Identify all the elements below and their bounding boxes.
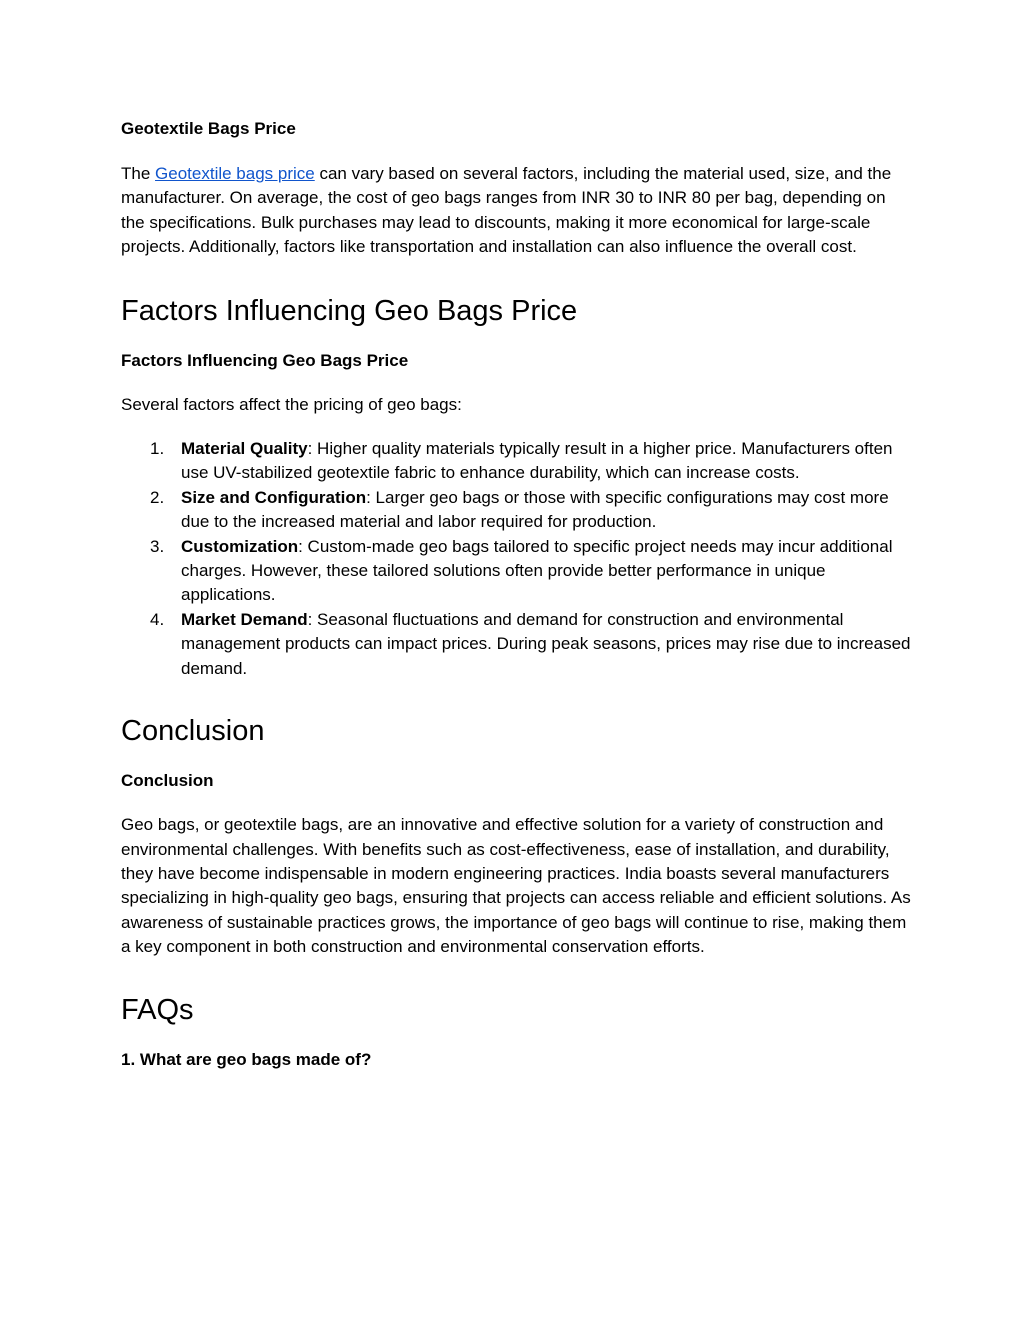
list-item (121, 608, 911, 681)
factors-title: Factors Influencing Geo Bags Price (121, 294, 578, 327)
faq-question-1: 1. What are geo bags made of? (121, 1049, 372, 1069)
document-body (121, 117, 911, 1072)
factor-text: : Seasonal fluctuations and demand for construction and environmental management products can impact prices. During peak seasons, prices may rise due to increased demand. (181, 609, 911, 678)
conclusion-paragraph: Geo bags, or geotextile bags, are an innovative and effective solution for a variety of construction and environmental challenges. With benefits such as cost-effectiveness, ease of installation, and durability, they have become indispensable in modern engineering practices. India boasts several manufacturers specializing in high-quality geo bags, ensuring that projects can access reliable and efficient solutions. As awareness of sustainable practices grows, the importance of geo bags will continue to rise, making them a key component in both construction and environmental conservation efforts. (121, 815, 911, 957)
price-para-prefix: The (121, 164, 156, 183)
conclusion-title: Conclusion (121, 715, 265, 748)
list-number: 3. (150, 536, 165, 556)
geotextile-bags-price-link[interactable]: Geotextile bags price (155, 164, 315, 183)
factor-text: : Higher quality materials typically result in a higher price. Manufacturers often use UV-stabilized geotextile fabric to enhance durability, which can increase costs. (181, 439, 893, 483)
faqs-title: FAQs (121, 993, 194, 1026)
conclusion-subheading: Conclusion (121, 771, 214, 791)
factor-term: Market Demand (181, 609, 308, 629)
factor-text: : Custom-made geo bags tailored to specific project needs may incur additional charges. However, these tailored solutions often provide better performance in unique applications. (181, 536, 893, 605)
factor-text: : Larger geo bags or those with specific configurations may cost more due to the increased material and labor required for production. (181, 487, 889, 532)
factor-term: Customization (181, 536, 299, 556)
factors-intro: Several factors affect the pricing of geo bags: (121, 394, 462, 414)
list-item (121, 535, 911, 608)
factor-term: Size and Configuration (181, 487, 367, 507)
list-number: 2. (150, 487, 165, 507)
list-number: 1. (150, 439, 165, 459)
price-heading: Geotextile Bags Price (121, 119, 296, 138)
list-item (121, 486, 911, 535)
list-item (121, 437, 911, 486)
factors-subheading: Factors Influencing Geo Bags Price (121, 350, 409, 370)
list-number: 4. (150, 609, 165, 629)
price-paragraph (121, 162, 911, 260)
factors-list (121, 437, 911, 681)
price-para-rest: can vary based on several factors, including the material used, size, and the manufacturer. On average, the cost of geo bags ranges from INR 30 to INR 80 per bag, depending on the specifications. Bulk purchases may lead to discounts, making it more economical for large-scale projects. Additionally, factors like transportation and installation can also influence the overall cost. (121, 164, 892, 257)
factor-term: Material Quality (181, 439, 308, 459)
